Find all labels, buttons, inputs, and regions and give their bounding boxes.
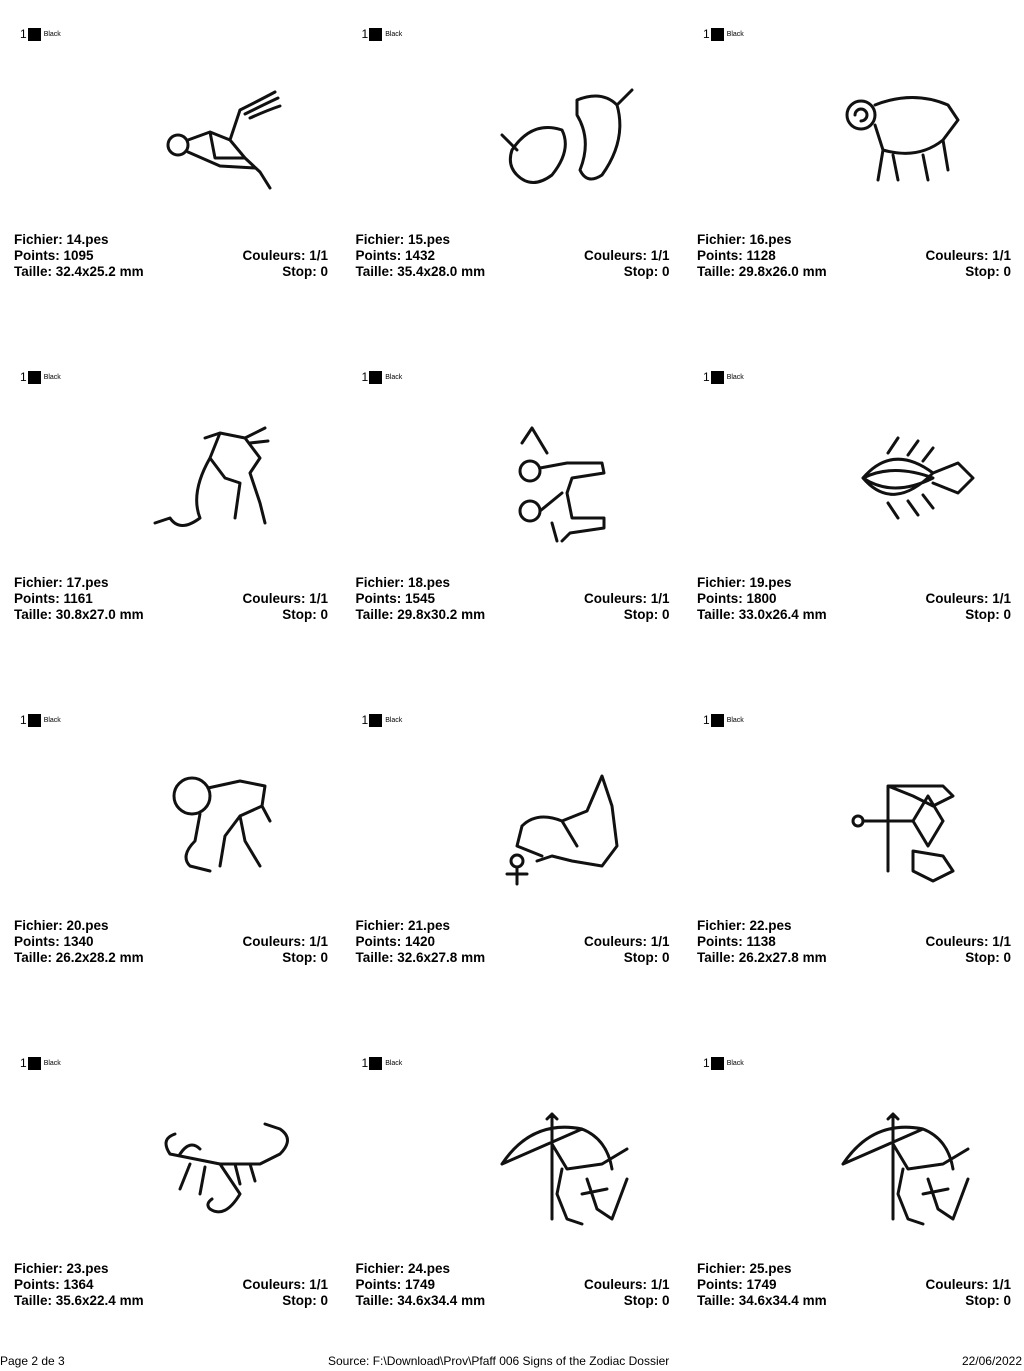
stop-count: Stop: 0 — [623, 950, 670, 965]
design-size: Taille: 32.4x25.2 mm — [14, 264, 144, 279]
print-date: 22/06/2022 — [961, 1354, 1022, 1368]
file-name: Fichier: 19.pes — [697, 575, 792, 590]
file-name: Fichier: 21.pes — [355, 918, 451, 933]
thread-color-name: Black — [385, 30, 403, 38]
design-size: Taille: 35.6x22.4 mm — [14, 1293, 144, 1308]
design-size: Taille: 34.6x34.4 mm — [355, 1293, 486, 1308]
points-row — [697, 1277, 1011, 1293]
points-row — [697, 248, 1011, 264]
design-info — [14, 1261, 328, 1309]
stitch-points: Points: 1420 — [355, 934, 436, 949]
thread-number: 1 — [703, 27, 710, 41]
design-size: Taille: 32.6x27.8 mm — [355, 950, 486, 965]
file-row — [356, 918, 670, 934]
file-row — [14, 575, 328, 591]
thread-legend — [703, 713, 744, 727]
thread-number: 1 — [20, 370, 27, 384]
design-card — [342, 1029, 683, 1371]
stop-count: Stop: 0 — [623, 1293, 670, 1308]
design-info — [14, 918, 328, 966]
design-card — [0, 1029, 341, 1371]
design-info — [697, 232, 1011, 280]
file-name: Fichier: 22.pes — [697, 918, 792, 933]
scorpio-scorpion-icon — [150, 1109, 300, 1229]
design-size: Taille: 34.6x34.4 mm — [697, 1293, 827, 1308]
capricorn-goat-icon — [150, 423, 300, 543]
file-row — [14, 918, 328, 934]
points-row — [697, 591, 1011, 607]
design-info — [14, 575, 328, 623]
design-size: Taille: 26.2x27.8 mm — [697, 950, 827, 965]
design-card — [342, 0, 683, 342]
file-row — [356, 232, 670, 248]
sagittarius-archer-icon — [492, 1109, 642, 1229]
thread-legend — [362, 27, 403, 41]
size-row — [697, 264, 1011, 280]
file-row — [697, 575, 1011, 591]
stop-count: Stop: 0 — [965, 607, 1011, 622]
points-row — [356, 934, 670, 950]
thread-legend — [703, 27, 744, 41]
design-card — [0, 0, 341, 342]
thread-color-name: Black — [726, 30, 744, 38]
thread-color-swatch — [369, 28, 382, 41]
source-path: Source: F:\Download\Prov\Pfaff 006 Signs of the Zodiac Dossier — [328, 1354, 670, 1368]
file-name: Fichier: 20.pes — [14, 918, 109, 933]
thread-color-name: Black — [43, 30, 61, 38]
size-row — [356, 950, 670, 966]
stitch-points: Points: 1340 — [14, 934, 94, 949]
color-count: Couleurs: 1/1 — [583, 248, 670, 263]
size-row — [356, 1293, 670, 1309]
file-name: Fichier: 25.pes — [697, 1261, 792, 1276]
points-row — [14, 1277, 328, 1293]
design-size: Taille: 33.0x26.4 mm — [697, 607, 827, 622]
stitch-points: Points: 1095 — [14, 248, 94, 263]
file-name: Fichier: 15.pes — [355, 232, 451, 247]
design-card — [0, 343, 341, 685]
thread-color-swatch — [28, 1057, 41, 1070]
thread-color-name: Black — [726, 373, 744, 381]
thread-number: 1 — [20, 1056, 27, 1070]
stop-count: Stop: 0 — [965, 1293, 1011, 1308]
thread-number: 1 — [703, 1056, 710, 1070]
thread-color-name: Black — [385, 1059, 403, 1067]
stop-count: Stop: 0 — [965, 264, 1011, 279]
design-card — [0, 686, 341, 1028]
stitch-points: Points: 1364 — [14, 1277, 94, 1292]
thread-color-swatch — [28, 714, 41, 727]
size-row — [14, 950, 328, 966]
thread-color-name: Black — [43, 1059, 61, 1067]
file-name: Fichier: 16.pes — [697, 232, 792, 247]
size-row — [697, 1293, 1011, 1309]
design-card — [683, 1029, 1024, 1371]
thread-color-swatch — [28, 371, 41, 384]
thread-color-name: Black — [385, 716, 403, 724]
stitch-points: Points: 1545 — [355, 591, 436, 606]
stop-count: Stop: 0 — [623, 607, 670, 622]
design-size: Taille: 29.8x26.0 mm — [697, 264, 827, 279]
thread-legend — [703, 1056, 744, 1070]
stop-count: Stop: 0 — [282, 264, 328, 279]
size-row — [14, 1293, 328, 1309]
design-size: Taille: 35.4x28.0 mm — [355, 264, 486, 279]
color-count: Couleurs: 1/1 — [925, 248, 1011, 263]
thread-color-name: Black — [43, 716, 61, 724]
file-row — [697, 1261, 1011, 1277]
points-row — [356, 591, 670, 607]
file-name: Fichier: 18.pes — [355, 575, 451, 590]
stitch-points: Points: 1749 — [697, 1277, 777, 1292]
stitch-points: Points: 1128 — [697, 248, 776, 263]
design-info — [14, 232, 328, 280]
thread-legend — [20, 370, 61, 384]
stop-count: Stop: 0 — [282, 1293, 328, 1308]
thread-legend — [20, 27, 61, 41]
design-info — [697, 575, 1011, 623]
color-count: Couleurs: 1/1 — [242, 1277, 328, 1292]
stitch-points: Points: 1749 — [355, 1277, 436, 1292]
file-row — [356, 1261, 670, 1277]
design-card — [683, 0, 1024, 342]
design-size: Taille: 26.2x28.2 mm — [14, 950, 144, 965]
pisces-fishes-icon — [492, 80, 642, 200]
thread-color-swatch — [28, 28, 41, 41]
gemini-twins-icon — [492, 423, 642, 543]
stitch-points: Points: 1432 — [355, 248, 436, 263]
design-info — [356, 918, 670, 966]
thread-number: 1 — [361, 1056, 369, 1070]
design-info — [697, 1261, 1011, 1309]
virgo-maiden-icon — [492, 766, 642, 886]
stop-count: Stop: 0 — [282, 607, 328, 622]
aries-ram-icon — [833, 80, 983, 200]
sagittarius-archer-icon — [833, 1109, 983, 1229]
points-row — [14, 248, 328, 264]
design-card — [683, 686, 1024, 1028]
design-card — [683, 343, 1024, 685]
size-row — [697, 950, 1011, 966]
points-row — [356, 1277, 670, 1293]
color-count: Couleurs: 1/1 — [925, 591, 1011, 606]
stitch-points: Points: 1138 — [697, 934, 776, 949]
size-row — [697, 607, 1011, 623]
file-row — [697, 232, 1011, 248]
design-card — [342, 686, 683, 1028]
stop-count: Stop: 0 — [623, 264, 670, 279]
stop-count: Stop: 0 — [965, 950, 1011, 965]
thread-color-name: Black — [385, 373, 403, 381]
thread-color-swatch — [369, 371, 382, 384]
thread-legend — [362, 1056, 403, 1070]
color-count: Couleurs: 1/1 — [925, 1277, 1011, 1292]
cancer-lobster-icon — [833, 423, 983, 543]
thread-color-name: Black — [43, 373, 61, 381]
stop-count: Stop: 0 — [282, 950, 328, 965]
size-row — [356, 264, 670, 280]
color-count: Couleurs: 1/1 — [583, 591, 670, 606]
thread-color-swatch — [711, 1057, 724, 1070]
thread-color-swatch — [711, 371, 724, 384]
thread-color-swatch — [369, 1057, 382, 1070]
thread-color-swatch — [711, 28, 724, 41]
thread-number: 1 — [361, 370, 369, 384]
thread-number: 1 — [20, 27, 27, 41]
file-name: Fichier: 24.pes — [355, 1261, 451, 1276]
file-name: Fichier: 17.pes — [14, 575, 109, 590]
design-info — [356, 575, 670, 623]
design-info — [356, 232, 670, 280]
design-size: Taille: 30.8x27.0 mm — [14, 607, 144, 622]
design-card — [342, 343, 683, 685]
thread-number: 1 — [361, 713, 369, 727]
file-row — [356, 575, 670, 591]
thread-number: 1 — [361, 27, 369, 41]
thread-color-swatch — [369, 714, 382, 727]
thread-legend — [20, 713, 61, 727]
color-count: Couleurs: 1/1 — [583, 934, 670, 949]
thread-color-name: Black — [726, 1059, 744, 1067]
color-count: Couleurs: 1/1 — [242, 591, 328, 606]
file-name: Fichier: 23.pes — [14, 1261, 109, 1276]
thread-color-name: Black — [726, 716, 744, 724]
points-row — [356, 248, 670, 264]
color-count: Couleurs: 1/1 — [583, 1277, 670, 1292]
thread-legend — [362, 370, 403, 384]
page-number: Page 2 de 3 — [0, 1354, 65, 1368]
thread-legend — [703, 370, 744, 384]
aquarius-water-bearer-icon — [150, 80, 300, 200]
color-count: Couleurs: 1/1 — [242, 248, 328, 263]
size-row — [356, 607, 670, 623]
size-row — [14, 264, 328, 280]
libra-scales-icon — [833, 766, 983, 886]
thread-number: 1 — [703, 370, 710, 384]
file-name: Fichier: 14.pes — [14, 232, 109, 247]
color-count: Couleurs: 1/1 — [925, 934, 1011, 949]
stitch-points: Points: 1800 — [697, 591, 777, 606]
size-row — [14, 607, 328, 623]
design-size: Taille: 29.8x30.2 mm — [355, 607, 486, 622]
leo-lion-icon — [150, 766, 300, 886]
file-row — [697, 918, 1011, 934]
points-row — [14, 934, 328, 950]
thread-number: 1 — [703, 713, 710, 727]
file-row — [14, 1261, 328, 1277]
thread-color-swatch — [711, 714, 724, 727]
stitch-points: Points: 1161 — [14, 591, 93, 606]
file-row — [14, 232, 328, 248]
points-row — [14, 591, 328, 607]
points-row — [697, 934, 1011, 950]
color-count: Couleurs: 1/1 — [242, 934, 328, 949]
thread-legend — [362, 713, 403, 727]
thread-number: 1 — [20, 713, 27, 727]
design-info — [356, 1261, 670, 1309]
design-info — [697, 918, 1011, 966]
thread-legend — [20, 1056, 61, 1070]
